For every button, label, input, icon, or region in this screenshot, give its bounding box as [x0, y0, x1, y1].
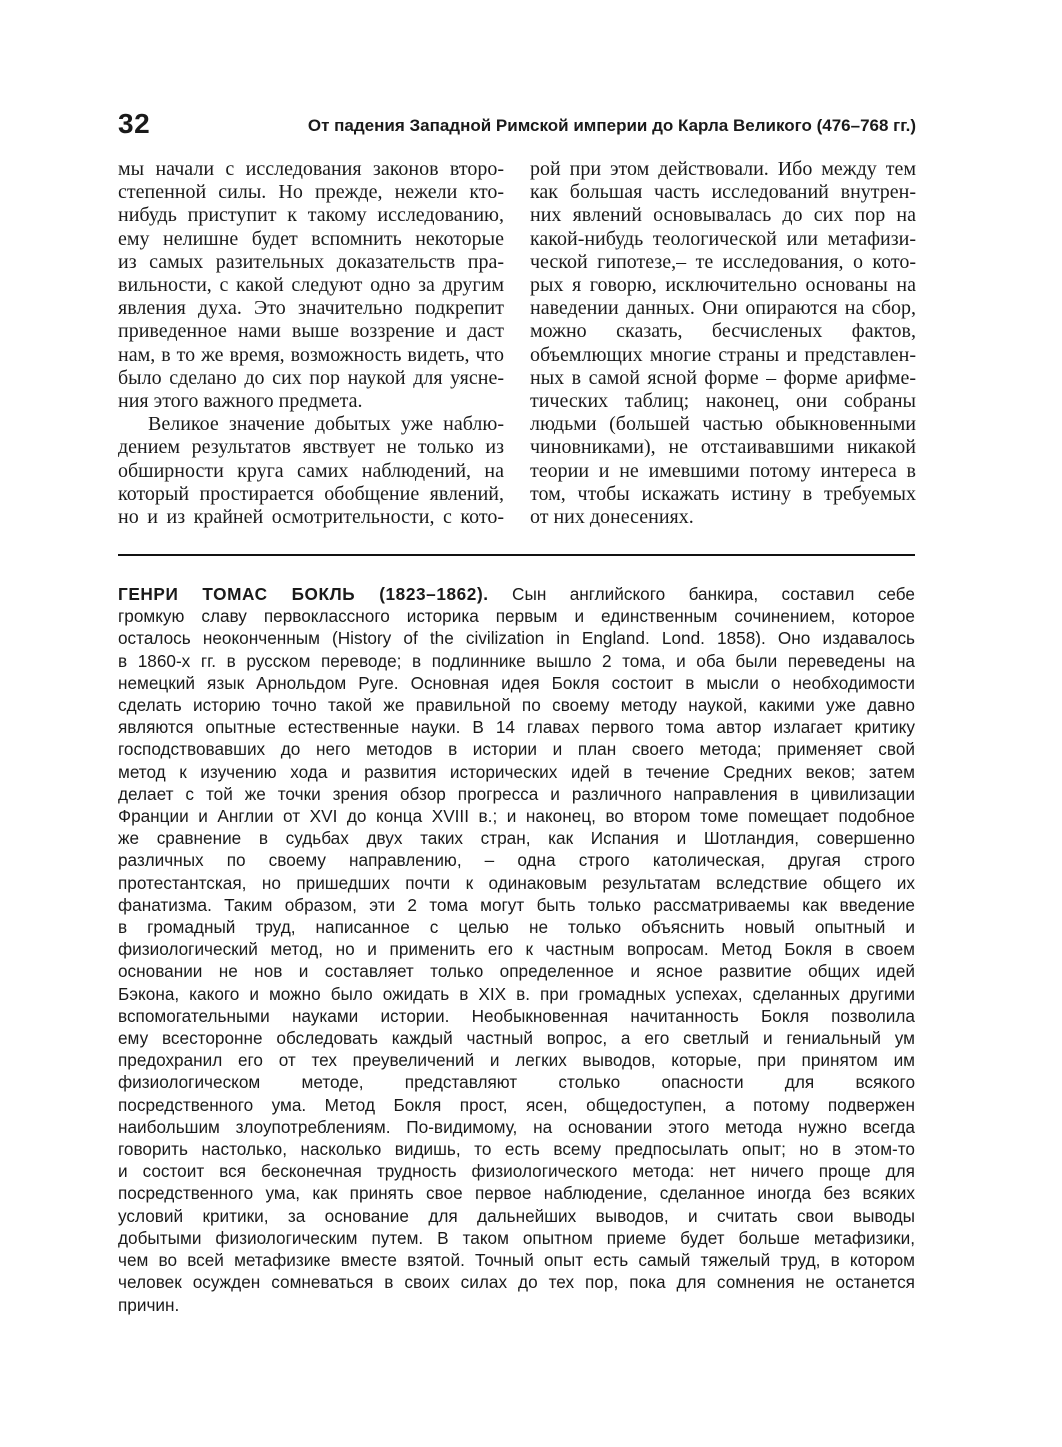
text-line: них явлений основывалась до сих пор на: [530, 204, 916, 227]
text-line: людьми (большей частью обыкновенными: [530, 413, 916, 436]
section-divider: [118, 554, 915, 556]
note-line: добытыми физиологическим путем. В таком опытном приеме будет больше метафизики,: [118, 1227, 915, 1248]
text-line: какой-нибудь теологической или метафизи-: [530, 227, 916, 250]
text-line: теории и не имевшими потому интереса в: [530, 459, 916, 482]
note-line: ему всесторонне обследовать каждый частный вопрос, а его светлый и гениальный ум: [118, 1028, 915, 1049]
note-line: в 1860-х гг. в русском переводе; в подлиннике вышло 2 тома, и оба были переведены на: [118, 650, 915, 671]
text-line: рых я говорю, исключительно основаны на: [530, 274, 916, 297]
note-line: фанатизма. Таким образом, эти 2 тома могут быть только рассматриваемы как введение: [118, 894, 915, 915]
text-line: нам, в то же время, возможность видеть, что: [118, 343, 504, 366]
text-line: обширности круга самих наблюдений, на: [118, 459, 504, 482]
note-line: посредственного ума. Метод Бокля прост, ясен, общедоступен, а потому подвержен: [118, 1094, 915, 1115]
text-line: наведении данных. Они опираются на сбор,: [530, 297, 916, 320]
note-line: условий критики, за основание для дальнейших выводов, и считать свои выводы: [118, 1205, 915, 1226]
note-line: посредственного ума, как принять свое первое наблюдение, сделанное иногда без всяких: [118, 1183, 915, 1204]
text-line: ческой гипотезе,– те исследования, о кото-: [530, 250, 916, 273]
note-line: основании не нов и составляет только определенное и ясное развитие общих идей: [118, 961, 915, 982]
right-text-column: [530, 158, 916, 529]
text-line: степенной силы. Но прежде, нежели кто-: [118, 181, 504, 204]
note-line: делает с той же точки зрения обзор прогресса и различного направления в цивилизации: [118, 783, 915, 804]
note-line: осталось неоконченным (History of the civilization in England. Lond. 1858). Оно издавалось: [118, 628, 915, 649]
note-line: человек осужден сомневаться в своих силах до тех пор, пока для сомнения не останется: [118, 1272, 915, 1293]
text-line: было сделано до сих пор наукой для уясне-: [118, 366, 504, 389]
text-line: Великое значение добытых уже наблю-: [148, 413, 504, 436]
text-line: мы начали с исследования законов второ-: [118, 158, 504, 180]
text-line: объемлющих многие страны и представлен-: [530, 343, 916, 366]
note-line: причин.: [118, 1294, 180, 1315]
note-first-line-text: Сын английского банкира, составил себе: [488, 584, 915, 604]
note-line: протестантская, но пришедших почти к одинаковым результатам вследствие общего их: [118, 872, 915, 893]
note-line: немецкий язык Арнольдом Руге. Основная идея Бокля состоит в мысли о необходимости: [118, 672, 915, 693]
text-line: как большая часть исследований внутрен-: [530, 181, 916, 204]
note-line: громкую славу первоклассного историка первым и единственным сочинением, которое: [118, 606, 915, 627]
text-line: нибудь приступит к такому исследованию,: [118, 204, 504, 227]
text-line: но и из крайней осмотрительности, с кото-: [118, 506, 504, 529]
note-line: вспомогательными науками истории. Необыкновенная начитанность Бокля позволила: [118, 1005, 915, 1026]
note-line: метод к изучению хода и развития исторических идей в течение Средних веков; затем: [118, 761, 915, 782]
note-line: Бэкона, какого и можно было ожидать в XIX в. при громадных успехах, сделанных другими: [118, 983, 915, 1004]
note-heading: ГЕНРИ ТОМАС БОКЛЬ (1823–1862).: [118, 584, 489, 604]
text-line: который простирается обобщение явлений,: [118, 482, 504, 505]
note-line: говорить настолько, насколько видишь, то есть всему предпосылать опыт; но в этом-то: [118, 1139, 915, 1160]
note-line: наибольшим злоупотреблениям. По-видимому, на основании этого метода нужно всегда: [118, 1116, 915, 1137]
text-line: рой при этом действовали. Ибо между тем: [530, 158, 916, 180]
left-text-column: [118, 158, 504, 529]
text-line: явления духа. Это значительно подкрепит: [118, 297, 504, 320]
text-line: ния этого важного предмета.: [118, 390, 363, 413]
note-body: [118, 605, 915, 1316]
text-line: чиновниками), не отстаивавшими никакой: [530, 436, 916, 459]
text-line: том, чтобы искажать истину в требуемых: [530, 482, 916, 505]
page-number: 32: [118, 108, 151, 139]
note-line: Франции и Англии от XVI до конца XVIII в.; и наконец, во втором томе помещает подобное: [118, 806, 915, 827]
text-line: можно сказать, бесчисленых фактов,: [530, 320, 916, 343]
text-line: ему нелишне будет вспомнить некоторые: [118, 227, 504, 250]
note-line: сделать историю точно такой же правильной по своему методу наукой, какими уже давно: [118, 695, 915, 716]
biographical-note: [118, 583, 915, 1316]
note-line: же сравнение в судьбах двух таких стран, как Испания и Шотландия, совершенно: [118, 828, 915, 849]
note-line: являются опытные естественные науки. В 14 главах первого тома автор излагает критику: [118, 717, 915, 738]
note-line: различных по своему направлению, – одна строго католическая, другая строго: [118, 850, 915, 871]
text-line: из самых разительных доказательств пра-: [118, 250, 504, 273]
note-line: физиологическом методе, представляют столько опасности для всякого: [118, 1072, 915, 1093]
text-line: ных в самой ясной форме – форме арифме-: [530, 366, 916, 389]
note-line: предохранил его от тех преувеличений и легких выводов, которые, при принятом им: [118, 1050, 915, 1071]
running-title: От падения Западной Римской империи до Карла Великого (476–768 гг.): [307, 116, 916, 135]
text-line: тических таблиц; наконец, они собраны: [530, 390, 916, 413]
text-line: приведенное нами выше воззрение и даст: [118, 320, 504, 343]
text-line: дением результатов явствует не только из: [118, 436, 504, 459]
note-line: чем во всей метафизике вместе взятой. Точный опыт есть самый тяжелый труд, в котором: [118, 1250, 915, 1271]
note-line: и состоит вся бесконечная трудность физиологического метода: нет ничего проще для: [118, 1161, 915, 1182]
note-line: в громадный труд, написанное с целью не только объяснить новый опытный и: [118, 917, 915, 938]
note-first-line: [118, 583, 915, 605]
note-line: господствовавших до него методов в истории и план своего метода; применяет свой: [118, 739, 915, 760]
text-line: от них донесениях.: [530, 506, 694, 529]
text-line: вильности, с какой следуют одно за другим: [118, 274, 504, 297]
note-line: физиологический метод, но и применить его к частным вопросам. Метод Бокля в своем: [118, 939, 915, 960]
